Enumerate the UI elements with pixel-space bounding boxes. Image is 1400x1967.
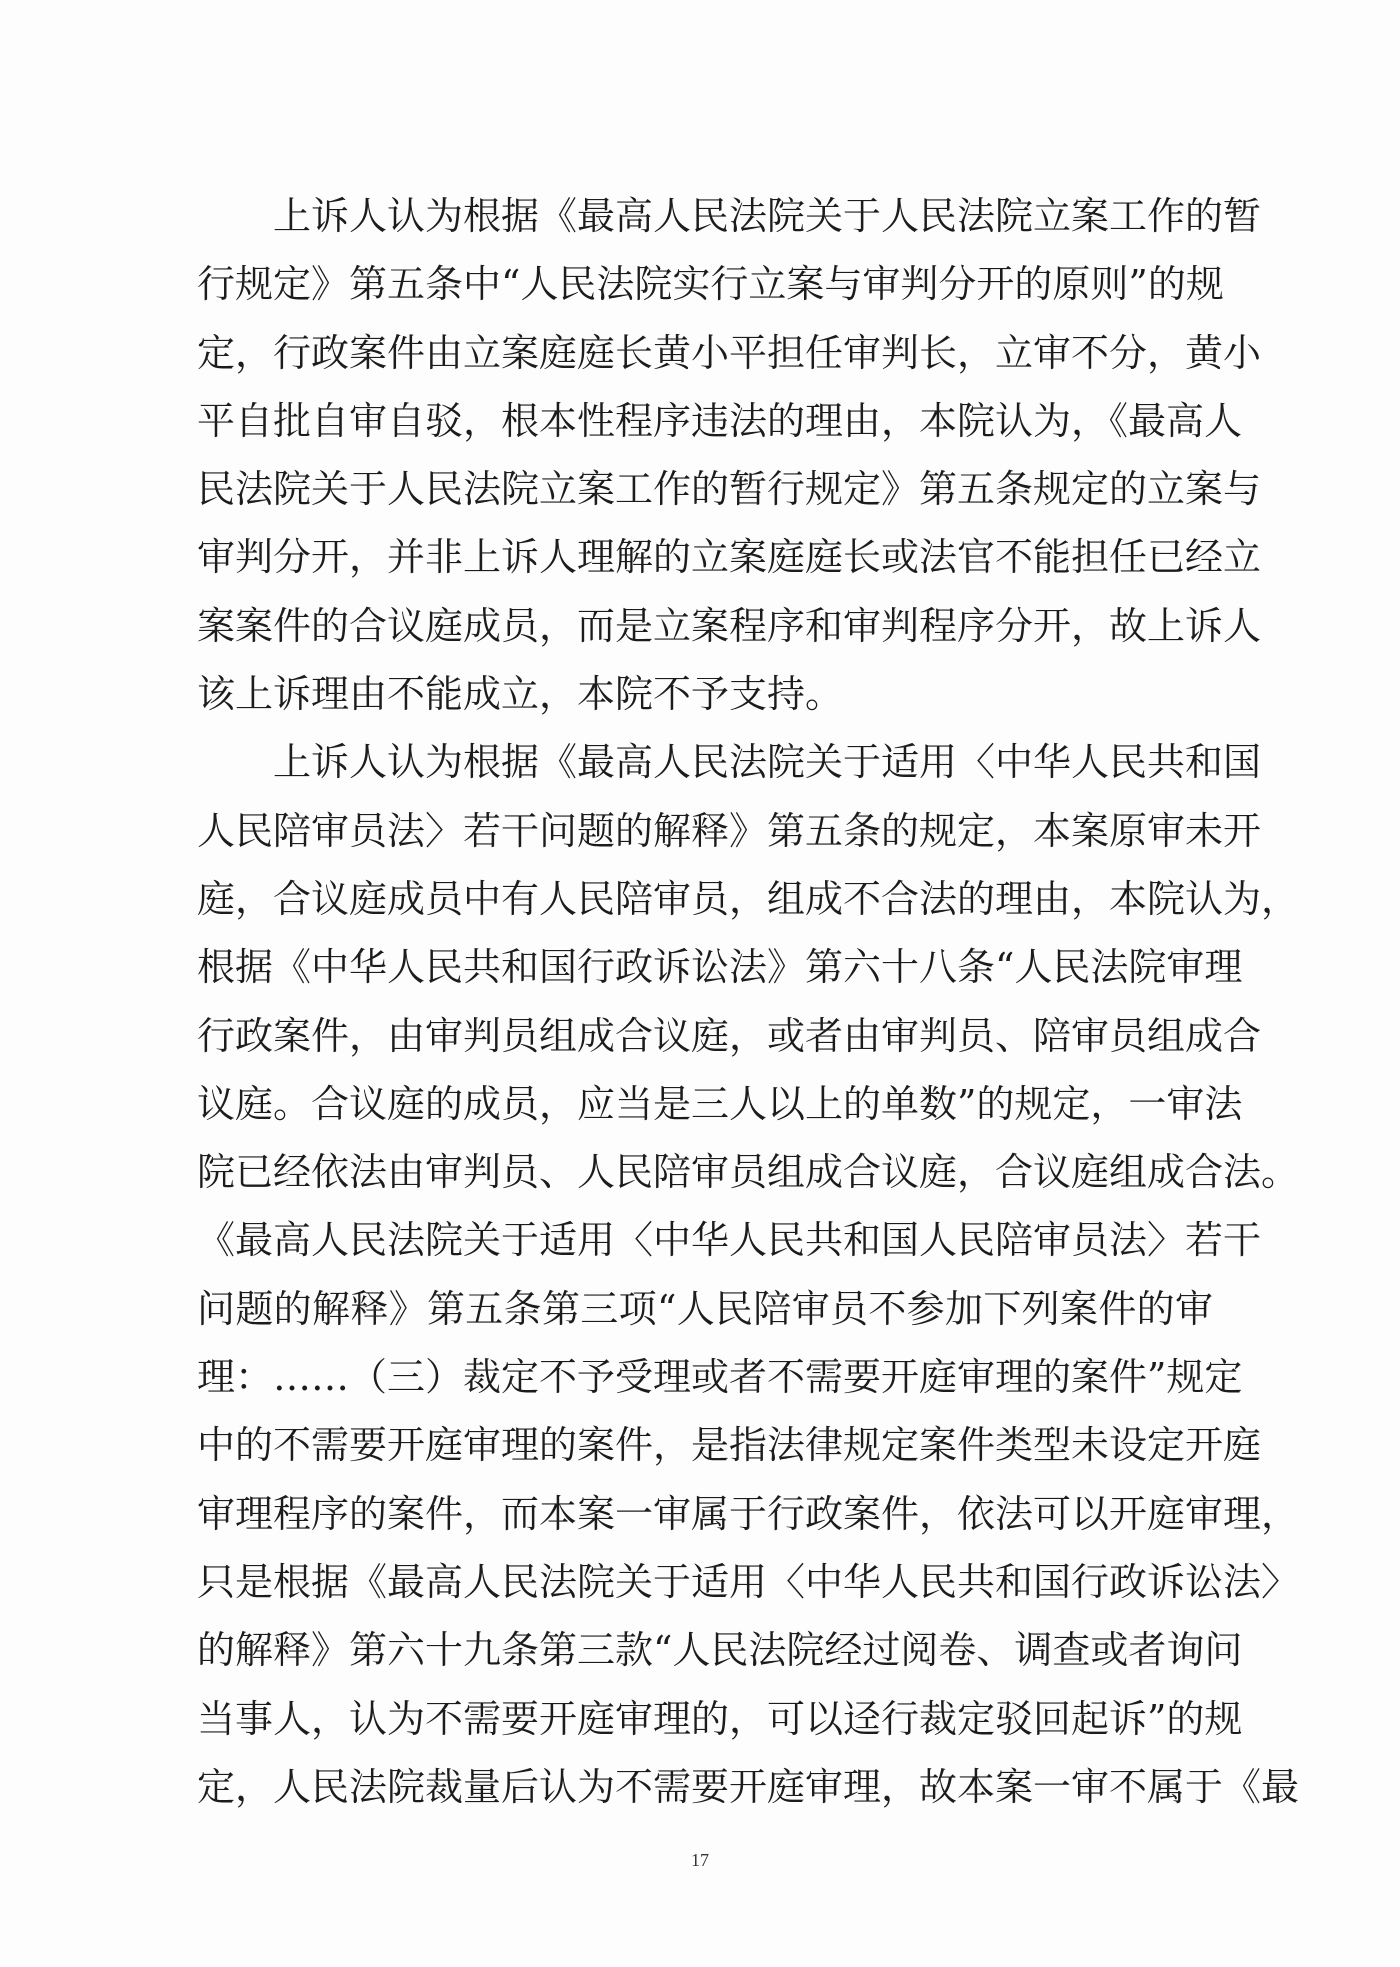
text-line: 行政案件，由审判员组成合议庭，或者由审判员、陪审员组成合 <box>197 1013 1262 1058</box>
text-line: 只是根据《最高人民法院关于适用〈中华人民共和国行政诉讼法〉 <box>197 1559 1300 1604</box>
text-line: 根据《中华人民共和国行政诉讼法》第六十八条“人民法院审理 <box>197 945 1243 990</box>
text-line: 该上诉理由不能成立，本院不予支持。 <box>197 672 844 717</box>
text-line: 人民陪审员法〉若干问题的解释》第五条的规定，本案原审未开 <box>197 808 1262 853</box>
text-line: 中的不需要开庭审理的案件，是指法律规定案件类型未设定开庭 <box>197 1423 1262 1468</box>
text-line: 当事人，认为不需要开庭审理的，可以迳行裁定驳回起诉”的规 <box>197 1696 1243 1741</box>
text-line: 案案件的合议庭成员，而是立案程序和审判程序分开，故上诉人 <box>197 603 1262 648</box>
text-line: 上诉人认为根据《最高人民法院关于适用〈中华人民共和国 <box>273 740 1262 785</box>
text-line: 的解释》第六十九条第三款“人民法院经过阅卷、调查或者询问 <box>197 1628 1243 1673</box>
body-text <box>197 182 1300 1821</box>
text-line: 问题的解释》第五条第三项“人民陪审员不参加下列案件的审 <box>197 1286 1213 1331</box>
page-number: 17 <box>691 1850 709 1870</box>
text-line: 议庭。合议庭的成员，应当是三人以上的单数”的规定，一审法 <box>197 1081 1243 1126</box>
text-line: 定，行政案件由立案庭庭长黄小平担任审判长，立审不分，黄小 <box>197 330 1262 375</box>
text-line: 行规定》第五条中“人民法院实行立案与审判分开的原则”的规 <box>197 262 1224 307</box>
text-line: 民法院关于人民法院立案工作的暂行规定》第五条规定的立案与 <box>197 467 1262 512</box>
text-line: 《最高人民法院关于适用〈中华人民共和国人民陪审员法〉若干 <box>197 1218 1262 1263</box>
text-line: 平自批自审自驳，根本性程序违法的理由，本院认为，《最高人 <box>197 398 1243 443</box>
text-line: 审理程序的案件，而本案一审属于行政案件，依法可以开庭审理， <box>197 1491 1300 1536</box>
text-line: 审判分开，并非上诉人理解的立案庭庭长或法官不能担任已经立 <box>197 535 1262 580</box>
text-line: 上诉人认为根据《最高人民法院关于人民法院立案工作的暂 <box>273 194 1262 238</box>
text-line: 院已经依法由审判员、人民陪审员组成合议庭，合议庭组成合法。 <box>197 1150 1300 1195</box>
paragraph-2 <box>197 728 1300 1821</box>
paragraph-1 <box>197 182 1262 728</box>
text-line: 理：……（三）裁定不予受理或者不需要开庭审理的案件”规定 <box>197 1355 1243 1400</box>
text-line: 定，人民法院裁量后认为不需要开庭审理，故本案一审不属于《最 <box>197 1764 1300 1809</box>
text-line: 庭，合议庭成员中有人民陪审员，组成不合法的理由，本院认为， <box>197 876 1300 921</box>
